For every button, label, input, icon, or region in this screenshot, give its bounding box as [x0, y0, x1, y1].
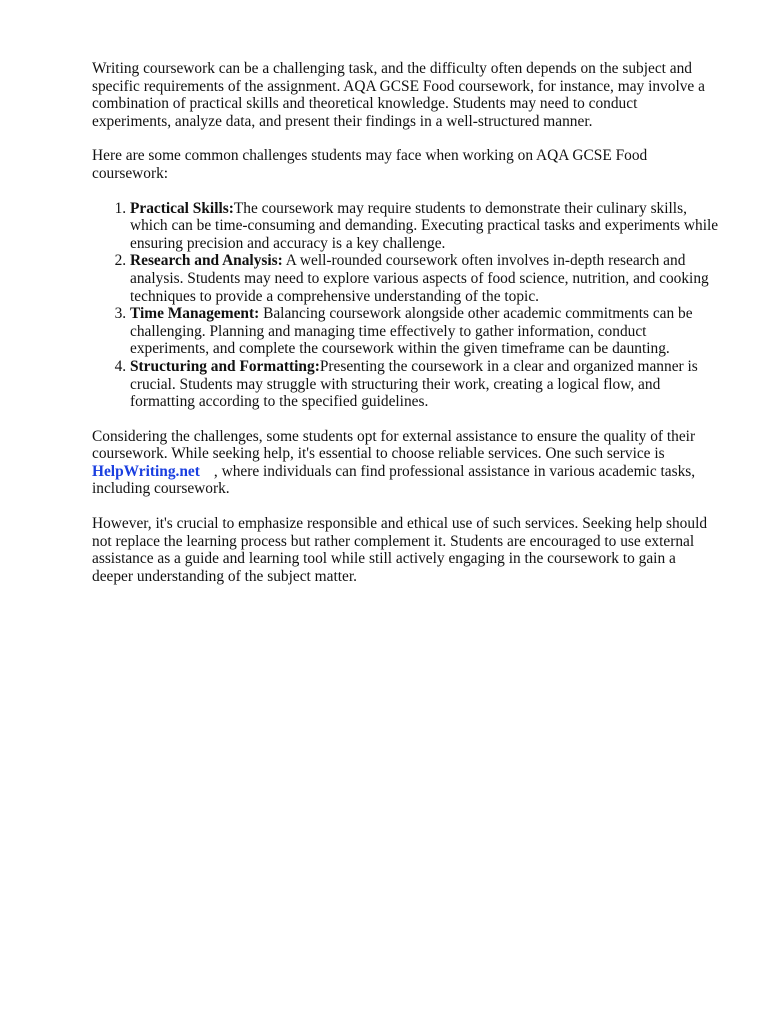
considering-text-before: Considering the challenges, some students opt for external assistance to ensure the quality of their coursework. While seeking help, it's essential to choose reliable services. One such service is: [92, 427, 696, 463]
list-item-text: A well-rounded coursework often involves in-depth research and analysis. Students may need to explore various aspects of food science, nutrition, and cooking techniques to provide a comprehensive understanding of the topic.: [130, 252, 709, 305]
list-item-term: Research and Analysis:: [130, 252, 283, 270]
document-page: [92, 60, 720, 602]
list-item-term: Practical Skills:: [130, 199, 234, 217]
intro-paragraph: Writing coursework can be a challenging task, and the difficulty often depends on the subject and specific requirements of the assignment. AQA GCSE Food coursework, for instance, may involve a combination of practical skills and theoretical knowledge. Students may need to conduct experiments, analyze data, and present their findings in a well-structured manner.: [92, 60, 705, 130]
lead-in-paragraph: Here are some common challenges students may face when working on AQA GCSE Food coursework:: [92, 147, 648, 182]
list-item-term: Structuring and Formatting:: [130, 357, 320, 375]
list-item: [130, 358, 720, 411]
list-item-text: Presenting the coursework in a clear and organized manner is crucial. Students may struggle with structuring their work, creating a logical flow, and formatting according to the specified guidelines.: [130, 357, 698, 411]
closing-paragraph: However, it's crucial to emphasize responsible and ethical use of such services. Seeking help should not replace the learning process but rather complement it. Students are encouraged to use external assistance as a guide and learning tool while still actively engaging in the coursework to gain a deeper understanding of the subject matter.: [92, 515, 708, 585]
list-item: [130, 252, 720, 305]
considering-paragraph: [92, 428, 720, 498]
challenges-list: [92, 200, 720, 411]
list-item-text: The coursework may require students to demonstrate their culinary skills, which can be time-consuming and demanding. Executing practical tasks and experiments while ensuring precision and accuracy is a key challenge.: [130, 199, 719, 252]
helpwriting-link[interactable]: HelpWriting.net: [92, 462, 200, 480]
considering-text-after: , where individuals can find professional assistance in various academic tasks, including coursework.: [92, 462, 696, 498]
list-item-text: Balancing coursework alongside other academic commitments can be challenging. Planning and managing time effectively to gather information, conduct experiments, and complete the coursework within the given timeframe can be daunting.: [130, 305, 693, 358]
list-item-term: Time Management:: [130, 305, 260, 323]
list-item: [130, 305, 720, 358]
list-item: [130, 200, 720, 253]
